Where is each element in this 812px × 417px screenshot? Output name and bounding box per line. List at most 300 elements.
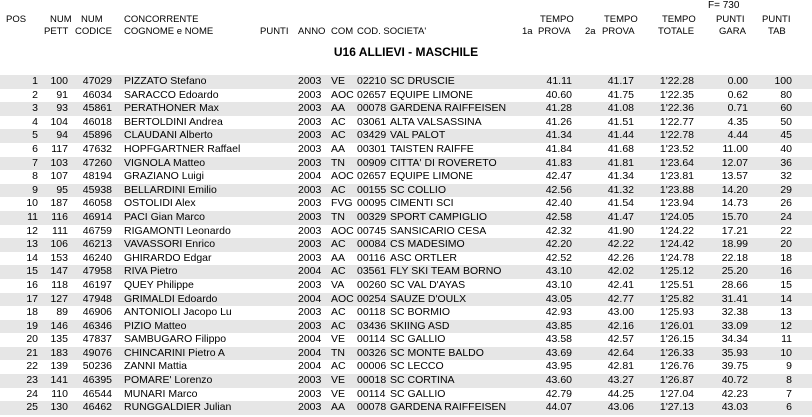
cell-cod: 00006: [357, 360, 387, 373]
cell-com: TN: [331, 346, 345, 359]
cell-pett: 139: [50, 360, 68, 373]
cell-totale: 1'27.13: [659, 401, 694, 414]
cell-punti-gara: 11.00: [722, 142, 748, 155]
cell-cod: 00254: [357, 292, 387, 305]
cell-anno: 2004: [298, 360, 322, 373]
cell-punti-gara: 18.99: [721, 238, 748, 251]
cell-com: VE: [331, 333, 346, 346]
cell-pos: 13: [26, 238, 38, 251]
table-row: [0, 75, 812, 89]
cell-com: AC: [331, 183, 346, 196]
cell-cod: 03429: [357, 129, 387, 142]
cell-prova2: 42.64: [607, 346, 634, 359]
cell-prova2: 43.06: [607, 401, 634, 414]
cell-punti-tab: 8: [786, 374, 792, 387]
cell-pos: 16: [26, 278, 38, 291]
table-row: [0, 293, 812, 307]
cell-pos: 11: [27, 210, 38, 223]
cell-codice: 47837: [82, 333, 112, 346]
cell-punti-tab: 14: [780, 292, 792, 305]
cell-codice: 45938: [82, 183, 112, 196]
cell-anno: 2004: [298, 170, 322, 183]
cell-societa: SC COLLIO: [390, 183, 447, 196]
cell-codice: 46240: [82, 251, 112, 264]
cell-name: RIVA Pietro: [124, 265, 178, 278]
cell-societa: SPORT CAMPIGLIO: [390, 210, 488, 223]
cell-punti-tab: 10: [780, 346, 792, 359]
cell-codice: 46346: [82, 319, 112, 332]
cell-anno: 2003: [298, 251, 322, 264]
cell-totale: 1'22.35: [659, 88, 694, 101]
cell-pett: 130: [50, 401, 68, 414]
cell-prova1: 42.58: [545, 210, 572, 223]
cell-totale: 1'23.81: [659, 170, 694, 183]
header-2a: 2a: [585, 26, 596, 37]
cell-cod: 03436: [357, 319, 387, 332]
cell-cod: 00116: [357, 251, 386, 264]
cell-pett: 118: [51, 278, 68, 291]
cell-codice: 47260: [82, 156, 112, 169]
cell-societa: EQUIPE LIMONE: [390, 88, 473, 101]
cell-pos: 25: [26, 401, 38, 414]
table-row: [0, 306, 812, 320]
header-punti-gara-1: PUNTI: [716, 14, 745, 25]
cell-com: AA: [331, 251, 346, 264]
cell-com: AOC: [331, 292, 354, 305]
cell-totale: 1'24.78: [659, 251, 694, 264]
cell-societa: SC LECCO: [390, 360, 444, 373]
table-row: [0, 333, 812, 347]
cell-anno: 2003: [298, 197, 322, 210]
cell-totale: 1'22.78: [659, 129, 694, 142]
header-punti-gara-2: GARA: [719, 26, 746, 37]
cell-totale: 1'23.94: [659, 197, 694, 210]
cell-pos: 23: [26, 374, 38, 387]
table-row: [0, 388, 812, 402]
table-row: [0, 238, 812, 252]
cell-codice: 47632: [82, 142, 112, 155]
cell-totale: 1'22.36: [659, 102, 694, 115]
header-1a: 1a: [522, 26, 533, 37]
cell-pett: 127: [50, 292, 68, 305]
cell-punti-tab: 40: [780, 142, 792, 155]
header-num-pett-1: NUM: [50, 14, 72, 25]
results-table: [0, 75, 812, 415]
cell-punti-gara: 43.03: [721, 401, 748, 414]
cell-pett: 94: [56, 129, 68, 142]
cell-cod: 00114: [357, 333, 386, 346]
table-row: [0, 265, 812, 279]
cell-prova2: 41.68: [607, 142, 634, 155]
table-row: [0, 157, 812, 171]
table-row: [0, 211, 812, 225]
cell-pett: 141: [50, 374, 68, 387]
cell-com: AC: [331, 129, 346, 142]
cell-punti-tab: 50: [780, 115, 792, 128]
cell-pett: 110: [51, 387, 68, 400]
cell-com: AOC: [331, 88, 354, 101]
cell-punti-tab: 9: [786, 360, 792, 373]
cell-name: CLAUDANI Alberto: [124, 129, 213, 142]
cell-societa: ALTA VALSASSINA: [390, 115, 482, 128]
cell-name: PIZZATO Stefano: [124, 75, 207, 87]
category-title: U16 ALLIEVI - MASCHILE: [333, 45, 479, 59]
cell-totale: 1'24.22: [659, 224, 694, 237]
cell-prova2: 42.16: [607, 319, 634, 332]
cell-anno: 2003: [298, 319, 322, 332]
table-row: [0, 89, 812, 103]
cell-cod: 03561: [357, 265, 387, 278]
cell-com: AOC: [331, 170, 354, 183]
cell-societa: ASC ORTLER: [390, 251, 457, 264]
table-row: [0, 279, 812, 293]
cell-prova1: 42.32: [545, 224, 572, 237]
cell-punti-gara: 42.23: [721, 387, 748, 400]
header-cognome-nome: COGNOME e NOME: [124, 26, 214, 37]
cell-totale: 1'23.64: [659, 156, 694, 169]
cell-pett: 95: [56, 183, 68, 196]
cell-punti-tab: 12: [780, 319, 792, 332]
table-row: [0, 225, 812, 239]
cell-punti-tab: 20: [780, 238, 792, 251]
header-punti: PUNTI: [260, 26, 289, 37]
cell-cod: 00260: [357, 278, 387, 291]
cell-prova2: 41.08: [607, 102, 634, 115]
table-row: [0, 401, 812, 415]
cell-prova2: 42.57: [607, 333, 634, 346]
cell-prova2: 41.54: [607, 197, 634, 210]
cell-punti-tab: 11: [781, 333, 792, 346]
cell-totale: 1'25.12: [659, 265, 694, 278]
cell-pos: 19: [26, 319, 38, 332]
cell-punti-gara: 17.21: [721, 224, 748, 237]
cell-cod: 02210: [357, 75, 387, 87]
cell-codice: 49076: [82, 346, 112, 359]
cell-anno: 2003: [298, 374, 322, 387]
table-row: [0, 197, 812, 211]
cell-codice: 46213: [82, 238, 112, 251]
table-row: [0, 129, 812, 143]
cell-punti-tab: 60: [780, 102, 792, 115]
cell-anno: 2003: [298, 210, 322, 223]
cell-anno: 2003: [298, 102, 322, 115]
cell-com: VE: [331, 75, 346, 87]
table-row: [0, 143, 812, 157]
cell-codice: 45861: [82, 102, 112, 115]
cell-prova1: 42.47: [545, 170, 572, 183]
cell-pett: 146: [50, 319, 68, 332]
cell-anno: 2003: [298, 306, 322, 319]
cell-totale: 1'25.82: [659, 292, 694, 305]
cell-cod: 00114: [357, 387, 386, 400]
cell-pett: 103: [50, 156, 68, 169]
cell-anno: 2003: [298, 278, 322, 291]
table-row: [0, 170, 812, 184]
header-concorrente: CONCORRENTE: [124, 14, 199, 25]
cell-com: AC: [331, 360, 346, 373]
cell-name: HOPFGARTNER Raffael: [124, 142, 241, 155]
cell-punti-tab: 6: [786, 401, 792, 414]
cell-name: CHINCARINI Pietro A: [124, 346, 225, 359]
table-row: [0, 252, 812, 266]
cell-punti-tab: 29: [780, 183, 792, 196]
cell-punti-tab: 26: [780, 197, 792, 210]
cell-totale: 1'24.42: [659, 238, 694, 251]
cell-pos: 8: [32, 170, 38, 183]
cell-societa: CIMENTI SCI: [390, 197, 454, 210]
cell-cod: 00118: [357, 306, 386, 319]
cell-name: GRIMALDI Edoardo: [124, 292, 218, 305]
cell-cod: 00745: [357, 224, 387, 237]
cell-cod: 00329: [357, 210, 387, 223]
cell-anno: 2003: [298, 75, 322, 87]
cell-anno: 2004: [298, 333, 322, 346]
cell-societa: GARDENA RAIFFEISEN: [390, 102, 507, 115]
cell-societa: GARDENA RAIFFEISEN: [390, 401, 507, 414]
cell-prova1: 42.79: [545, 387, 572, 400]
cell-prova2: 42.77: [607, 292, 634, 305]
cell-name: POMARE' Lorenzo: [124, 374, 213, 387]
cell-codice: 46914: [82, 210, 112, 223]
cell-anno: 2004: [298, 265, 322, 278]
cell-prova2: 42.26: [607, 251, 634, 264]
cell-pos: 4: [32, 115, 38, 128]
cell-anno: 2003: [298, 401, 322, 414]
cell-pett: 107: [50, 170, 68, 183]
cell-anno: 2003: [298, 387, 322, 400]
cell-pos: 17: [26, 292, 38, 305]
cell-societa: FLY SKI TEAM BORNO: [390, 265, 502, 278]
cell-pett: 153: [50, 251, 68, 264]
cell-com: VE: [331, 374, 346, 387]
cell-name: PERATHONER Max: [124, 102, 219, 115]
cell-totale: 1'24.05: [659, 210, 694, 223]
cell-punti-gara: 33.09: [721, 319, 748, 332]
cell-pett: 147: [50, 265, 68, 278]
cell-pett: 100: [50, 75, 68, 87]
cell-com: VA: [331, 278, 345, 291]
cell-punti-tab: 22: [780, 224, 792, 237]
cell-totale: 1'26.33: [659, 346, 694, 359]
cell-punti-tab: 100: [774, 75, 792, 87]
cell-prova1: 42.52: [545, 251, 572, 264]
cell-punti-gara: 32.38: [721, 306, 748, 319]
cell-prova2: 41.81: [607, 156, 634, 169]
cell-prova1: 43.95: [545, 360, 572, 373]
header-tempo-totale-1: TEMPO: [662, 14, 696, 25]
cell-pos: 21: [26, 346, 38, 359]
cell-com: AA: [331, 142, 346, 155]
cell-pett: 89: [56, 306, 68, 319]
cell-punti-gara: 28.66: [721, 278, 748, 291]
cell-com: AA: [331, 102, 346, 115]
cell-pos: 2: [32, 88, 38, 101]
header-prova1: PROVA: [538, 26, 571, 37]
cell-name: BERTOLDINI Andrea: [124, 115, 223, 128]
cell-pett: 91: [56, 88, 68, 101]
table-row: [0, 360, 812, 374]
cell-cod: 03061: [357, 115, 387, 128]
cell-name: GRAZIANO Luigi: [124, 170, 204, 183]
cell-com: AA: [331, 401, 346, 414]
cell-prova1: 41.26: [545, 115, 572, 128]
cell-cod: 00326: [357, 346, 387, 359]
cell-punti-gara: 4.35: [727, 115, 748, 128]
header-num-codice-1: NUM: [81, 14, 103, 25]
cell-prova1: 42.56: [545, 183, 572, 196]
cell-prova1: 44.07: [545, 401, 572, 414]
header-tempo1: TEMPO: [540, 14, 574, 25]
cell-codice: 46034: [82, 88, 112, 101]
table-row: [0, 102, 812, 116]
cell-anno: 2003: [298, 88, 322, 101]
cell-totale: 1'26.87: [659, 374, 694, 387]
cell-punti-tab: 18: [780, 251, 792, 264]
cell-pett: 104: [50, 115, 68, 128]
header-com: COM: [331, 26, 354, 37]
cell-prova1: 43.69: [545, 346, 572, 359]
cell-pett: 187: [50, 197, 68, 210]
cell-pett: 93: [56, 102, 68, 115]
cell-punti-tab: 7: [786, 387, 792, 400]
cell-societa: SC DRUSCIE: [390, 75, 455, 87]
header-num-codice-2: CODICE: [75, 26, 112, 37]
cell-prova2: 42.81: [607, 360, 634, 373]
cell-societa: SKIING ASD: [390, 319, 450, 332]
cell-punti-gara: 13.57: [721, 170, 748, 183]
cell-prova1: 43.05: [545, 292, 572, 305]
cell-punti-gara: 14.73: [721, 197, 748, 210]
cell-pett: 116: [51, 210, 68, 223]
cell-prova2: 41.90: [607, 224, 634, 237]
cell-punti-gara: 31.41: [721, 292, 748, 305]
cell-pos: 20: [26, 333, 38, 346]
cell-punti-gara: 34.34: [721, 333, 748, 346]
cell-com: AC: [331, 115, 346, 128]
cell-punti-gara: 0.00: [727, 75, 748, 87]
cell-prova1: 43.10: [545, 278, 572, 291]
cell-cod: 00301: [357, 142, 387, 155]
cell-prova1: 43.58: [545, 333, 572, 346]
cell-pett: 135: [50, 333, 68, 346]
header-num-pett-2: PETT: [44, 26, 69, 37]
cell-name: BELLARDINI Emilio: [124, 183, 217, 196]
cell-com: TN: [331, 156, 345, 169]
cell-totale: 1'26.15: [659, 333, 694, 346]
f-value: F= 730: [708, 0, 740, 11]
cell-cod: 00095: [357, 197, 387, 210]
cell-pos: 22: [26, 360, 38, 373]
cell-societa: SANSICARIO CESA: [390, 224, 487, 237]
cell-societa: SC GALLIO: [390, 387, 446, 400]
cell-pos: 10: [26, 197, 38, 210]
cell-codice: 46462: [82, 401, 112, 414]
cell-cod: 00078: [357, 102, 387, 115]
cell-name: PIZIO Matteo: [124, 319, 187, 332]
cell-prova2: 42.22: [607, 238, 634, 251]
cell-codice: 46197: [82, 278, 112, 291]
cell-codice: 47029: [82, 75, 112, 87]
cell-com: VE: [331, 387, 346, 400]
cell-prova1: 41.84: [545, 142, 572, 155]
cell-totale: 1'22.28: [659, 75, 694, 87]
cell-name: GHIRARDO Edgar: [124, 251, 212, 264]
cell-codice: 48194: [82, 170, 112, 183]
cell-cod: 00155: [357, 183, 387, 196]
cell-pett: 106: [50, 238, 68, 251]
cell-totale: 1'25.93: [659, 306, 694, 319]
cell-pos: 6: [32, 142, 38, 155]
cell-anno: 2003: [298, 129, 322, 142]
cell-anno: 2003: [298, 156, 322, 169]
cell-com: AOC: [331, 224, 354, 237]
cell-anno: 2004: [298, 346, 322, 359]
cell-anno: 2003: [298, 238, 322, 251]
cell-pos: 24: [26, 387, 38, 400]
cell-societa: SC GALLIO: [390, 333, 446, 346]
cell-anno: 2003: [298, 142, 322, 155]
cell-punti-gara: 25.20: [721, 265, 748, 278]
cell-cod: 00909: [357, 156, 387, 169]
cell-punti-tab: 15: [780, 278, 792, 291]
cell-pos: 12: [26, 224, 38, 237]
cell-com: AC: [331, 319, 346, 332]
cell-com: AC: [331, 265, 346, 278]
cell-pett: 117: [51, 142, 68, 155]
cell-pett: 183: [50, 346, 68, 359]
table-row: [0, 374, 812, 388]
cell-codice: 47958: [82, 265, 112, 278]
cell-codice: 46058: [82, 197, 112, 210]
cell-name: MUNARI Marco: [124, 387, 198, 400]
cell-prova2: 43.27: [607, 374, 634, 387]
cell-name: RIGAMONTI Leonardo: [124, 224, 231, 237]
cell-totale: 1'26.76: [659, 360, 694, 373]
header-tempo-totale-2: TOTALE: [658, 26, 695, 37]
cell-societa: CITTA' DI ROVERETO: [390, 156, 497, 169]
cell-prova1: 43.10: [545, 265, 572, 278]
cell-prova1: 43.60: [545, 374, 572, 387]
cell-societa: CS MADESIMO: [390, 238, 465, 251]
table-row: [0, 347, 812, 361]
cell-pett: 111: [52, 224, 68, 237]
cell-totale: 1'23.88: [659, 183, 694, 196]
cell-cod: 00018: [357, 374, 387, 387]
cell-punti-gara: 14.20: [721, 183, 748, 196]
cell-name: SAMBUGARO Filippo: [124, 333, 227, 346]
cell-pos: 5: [32, 129, 38, 142]
cell-com: FVG: [331, 197, 353, 210]
cell-codice: 45896: [82, 129, 112, 142]
cell-prova1: 41.83: [545, 156, 572, 169]
cell-codice: 46759: [82, 224, 112, 237]
cell-prova1: 41.11: [546, 75, 572, 87]
cell-punti-gara: 15.70: [721, 210, 748, 223]
cell-cod: 00084: [357, 238, 387, 251]
cell-pos: 3: [32, 102, 38, 115]
cell-societa: SAUZE D'OULX: [390, 292, 467, 305]
cell-anno: 2003: [298, 183, 322, 196]
cell-prova2: 43.00: [607, 306, 634, 319]
cell-prova2: 42.41: [607, 278, 634, 291]
cell-anno: 2003: [298, 115, 322, 128]
header-tempo2: TEMPO: [604, 14, 638, 25]
cell-name: VIGNOLA Matteo: [124, 156, 206, 169]
cell-prova2: 41.47: [607, 210, 634, 223]
cell-punti-gara: 12.07: [721, 156, 748, 169]
table-row: [0, 116, 812, 130]
cell-codice: 46018: [82, 115, 112, 128]
